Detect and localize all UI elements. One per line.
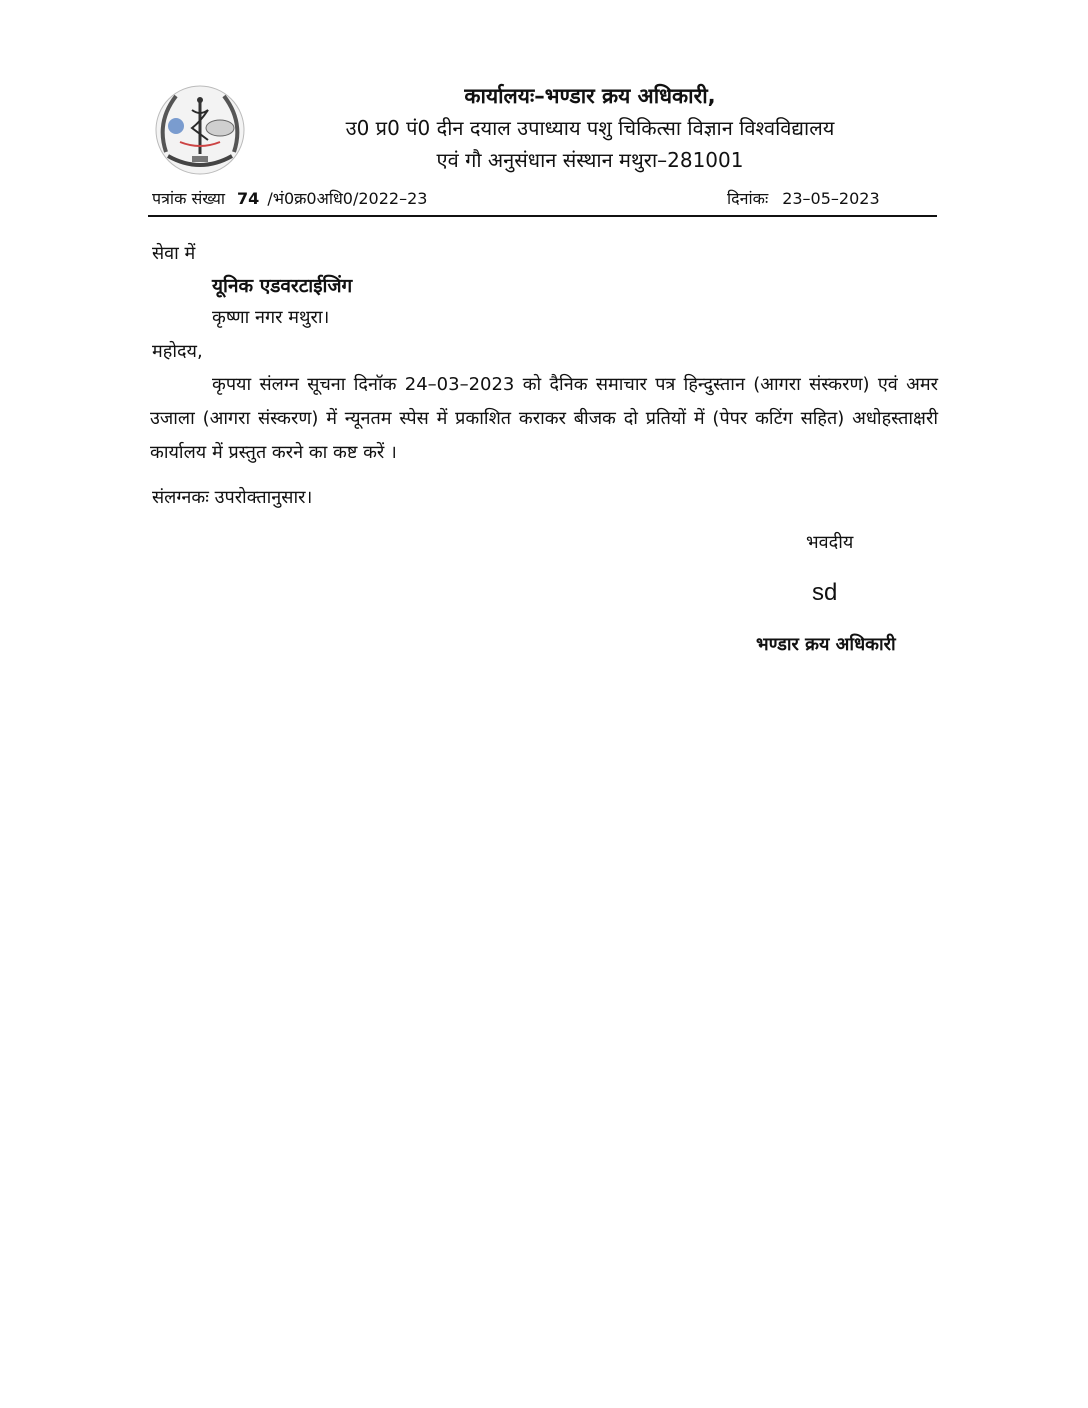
university-emblem-icon bbox=[146, 82, 254, 178]
date-line bbox=[727, 187, 880, 209]
reference-suffix: /भं0क्र0अधि0/2022–23 bbox=[267, 189, 428, 208]
reference-label: पत्रांक संख्या bbox=[152, 189, 226, 208]
recipient-address: कृष्णा नगर मथुरा। bbox=[212, 307, 330, 328]
letter-body: कृपया संलग्न सूचना दिनॉक 24–03–2023 को दैनिक समाचार पत्र हिन्दुस्तान (आगरा संस्करण) एवं अमर उजाला (आगरा संस्करण) में न्यूनतम स्पेस में प्रकाशित कराकर बीजक दो प्रतियों में (पेपर कटिंग सहित) अधोहस्ताक्षरी कार्यालय में प्रस्तुत करने का कष्ट करें । bbox=[150, 374, 938, 463]
header-divider bbox=[148, 215, 937, 217]
institute-address: एवं गौ अनुसंधान संस्थान मथुरा–281001 bbox=[436, 148, 744, 172]
date-label: दिनांकः bbox=[727, 189, 769, 208]
signatory-designation: भण्डार क्रय अधिकारी bbox=[756, 634, 896, 655]
reference-number-line bbox=[152, 187, 427, 209]
reference-number: 74 bbox=[237, 189, 260, 208]
enclosure-note: संलग्नकः उपरोक्तानुसार। bbox=[152, 487, 313, 508]
recipient-name: यूनिक एडवरटाईजिंग bbox=[212, 275, 353, 297]
letter-date: 23–05–2023 bbox=[782, 189, 880, 208]
addressee-prefix: सेवा में bbox=[152, 243, 196, 264]
greeting: महोदय, bbox=[152, 341, 203, 362]
office-title: कार्यालयः–भण्डार क्रय अधिकारी, bbox=[464, 84, 716, 108]
signature: sd bbox=[812, 579, 838, 606]
university-name: उ0 प्र0 पं0 दीन दयाल उपाध्याय पशु चिकित्सा विज्ञान विश्वविद्यालय bbox=[345, 116, 835, 140]
closing: भवदीय bbox=[806, 532, 854, 553]
